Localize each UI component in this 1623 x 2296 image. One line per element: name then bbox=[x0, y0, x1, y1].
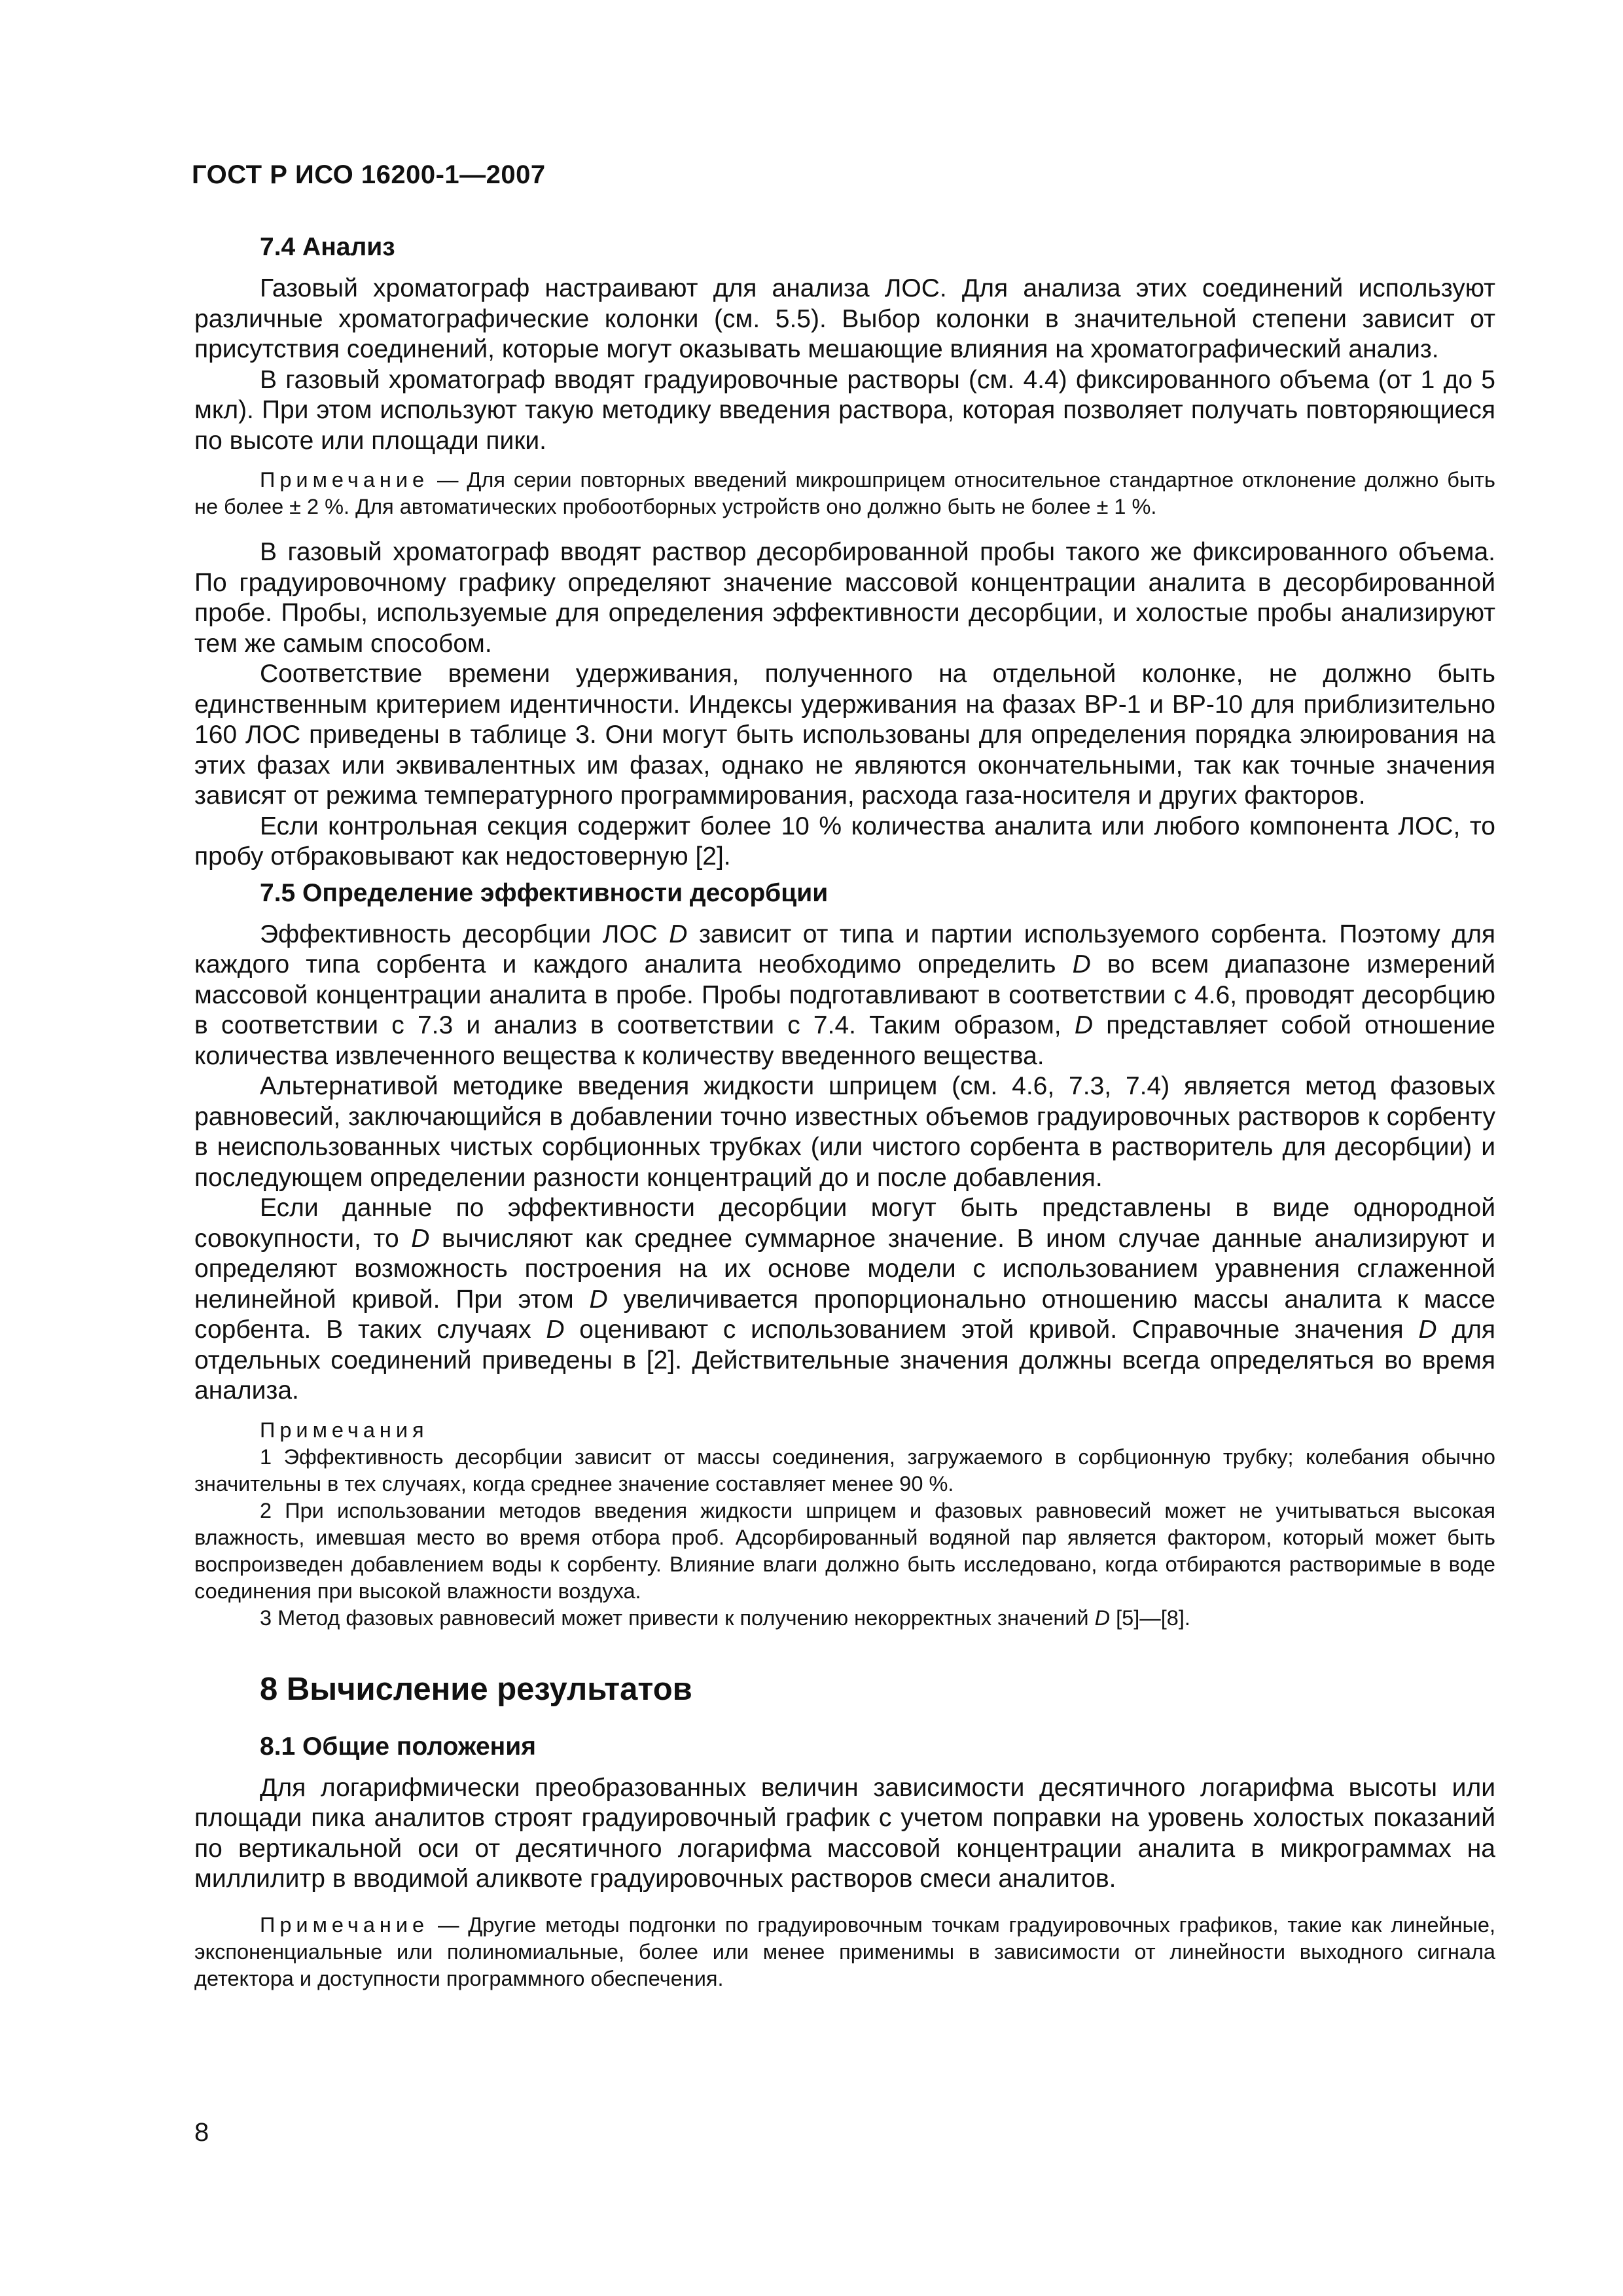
note bbox=[194, 1912, 1495, 1992]
note-text: — Для серии повторных введений микрошприцем относительное стандартное отклонение должно быть не более ± 2 %. Для автоматических пробоотборных устройств оно должно быть не более ± 1 %. bbox=[194, 468, 1495, 518]
page-number: 8 bbox=[194, 2118, 209, 2147]
paragraph: В газовый хроматограф вводят градуировочные растворы (см. 4.4) фиксированного объема (от 1 до 5 мкл). При этом используют такую методику введения раствора, которая позволяет получать повторяющиеся по высоте или площади пики. bbox=[194, 365, 1495, 455]
symbol-d: D bbox=[1072, 950, 1091, 978]
notes-label: Примечания bbox=[260, 1418, 429, 1442]
symbol-d: D bbox=[1074, 1011, 1093, 1039]
paragraph: Газовый хроматограф настраивают для анализа ЛОС. Для анализа этих соединений используют различные хроматографические колонки (см. 5.5). Выбор колонки в значительной степени зависит от присутствия соединений, которые могут оказывать мешающие влияния на хроматографический анализ. bbox=[194, 274, 1495, 363]
note bbox=[194, 467, 1495, 520]
note-1: 1 Эффективность десорбции зависит от массы соединения, загружаемого в сорбционную трубку; колебания обычно значительны в тех случаях, когда среднее значение составляет менее 90 %. bbox=[194, 1444, 1495, 1496]
section-8-heading: 8 Вычисление результатов bbox=[260, 1671, 692, 1707]
section-7-4-heading: 7.4 Анализ bbox=[260, 233, 395, 261]
section-7-5-heading: 7.5 Определение эффективности десорбции bbox=[260, 878, 829, 907]
paragraph: Если контрольная секция содержит более 10 % количества аналита или любого компонента ЛОС, то пробу отбраковывают как недостоверную [2]. bbox=[194, 812, 1495, 870]
paragraph: Эффективность десорбции ЛОС D зависит от типа и партии используемого сорбента. Поэтому для каждого типа сорбента и каждого аналита необходимо определить D во всем диапазоне измерений массовой концентрации аналита в пробе. Пробы подготавливают в соответствии с 4.6, проводят десорбцию в соответствии с 7.3 и анализ в соответствии с 7.4. Таким образом, D представляет собой отношение количества извлеченного вещества к количеству введенного вещества. bbox=[194, 920, 1495, 1070]
paragraph: Альтернативой методике введения жидкости шприцем (см. 4.6, 7.3, 7.4) является метод фазовых равновесий, заключающийся в добавлении точно известных объемов градуировочных растворов к сорбенту в неиспользованных чистых сорбционных трубках (или чистого сорбента в растворитель для десорбции) и последующем определении разности концентраций до и после добавления. bbox=[194, 1072, 1495, 1192]
note-label: Примечание bbox=[260, 1912, 429, 1937]
document-body bbox=[194, 230, 1495, 1992]
document-header: ГОСТ Р ИСО 16200-1—2007 bbox=[192, 160, 546, 189]
symbol-d: D bbox=[669, 920, 688, 948]
symbol-d: D bbox=[1418, 1316, 1437, 1344]
note-text: — Другие методы подгонки по градуировочным точкам градуировочных графиков, такие как линейные, экспоненциальные или полиномиальные, более или менее применимы в зависимости от линейности выходного сигнала детектора и доступности программного обеспечения. bbox=[194, 1912, 1495, 1990]
note-label: Примечание bbox=[260, 468, 429, 492]
paragraph: В газовый хроматограф вводят раствор десорбированной пробы такого же фиксированного объема. По градуировочному графику определяют значение массовой концентрации аналита в десорбированной пробе. Пробы, используемые для определения эффективности десорбции, и холостые пробы анализируют тем же самым способом. bbox=[194, 538, 1495, 658]
note-3: 3 Метод фазовых равновесий может привести к получению некорректных значений D [5]—[8]. bbox=[260, 1605, 1190, 1630]
symbol-d: D bbox=[411, 1224, 430, 1253]
paragraph: Соответствие времени удерживания, полученного на отдельной колонке, не должно быть единственным критерием идентичности. Индексы удерживания на фазах ВР-1 и ВР-10 для приблизительно 160 ЛОС приведены в таблице 3. Они могут быть использованы для определения порядка элюирования на этих фазах или эквивалентных им фазах, однако не являются окончательными, так как точные значения зависят от режима температурного программирования, расхода газа-носителя и других факторов. bbox=[194, 660, 1495, 810]
paragraph: Для логарифмически преобразованных величин зависимости десятичного логарифма высоты или площади пика аналитов строят градуировочный график с учетом поправки на уровень холостых показаний по вертикальной оси от десятичного логарифма массовой концентрации аналита в микрограммах на миллилитр в вводимой аликвоте градуировочных растворов смеси аналитов. bbox=[194, 1773, 1495, 1893]
symbol-d: D bbox=[546, 1316, 565, 1344]
symbol-d: D bbox=[1094, 1605, 1111, 1630]
section-8-1-heading: 8.1 Общие положения bbox=[260, 1732, 536, 1761]
symbol-d: D bbox=[589, 1285, 608, 1314]
paragraph: Если данные по эффективности десорбции могут быть представлены в виде однородной совокупности, то D вычисляют как среднее суммарное значение. В ином случае данные анализируют и определяют возможность построения на их основе модели с использованием уравнения сглаженной нелинейной кривой. При этом D увеличивается пропорционально отношению массы аналита к массе сорбента. В таких случаях D оценивают с использованием этой кривой. Справочные значения D для отдельных соединений приведены в [2]. Действительные значения должны всегда определяться во время анализа. bbox=[194, 1194, 1496, 1405]
note-2: 2 При использовании методов введения жидкости шприцем и фазовых равновесий может не учитываться высокая влажность, имевшая место во время отбора проб. Адсорбированный водяной пар является фактором, который может быть воспроизведен добавлением воды к сорбенту. Влияние влаги должно быть исследовано, когда отбираются растворимые в воде соединения при высокой влажности воздуха. bbox=[194, 1498, 1495, 1603]
